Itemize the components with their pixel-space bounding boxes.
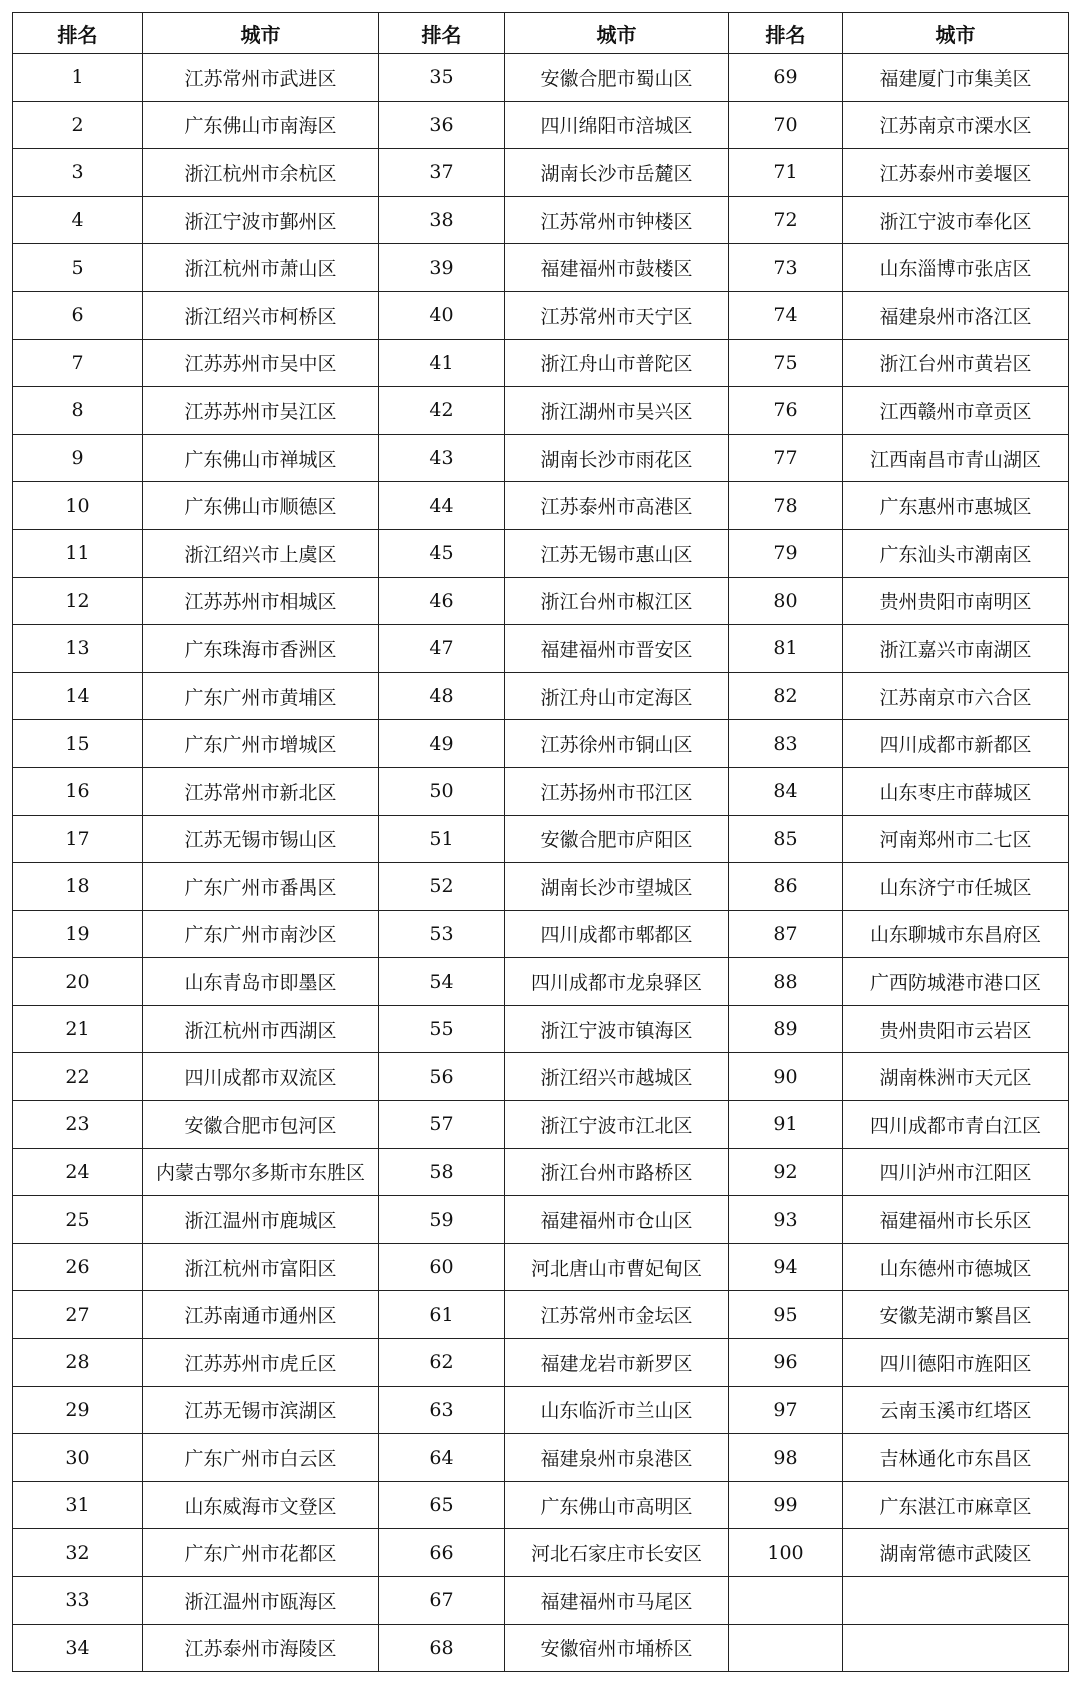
city-cell: 江西赣州市章贡区 (843, 387, 1069, 435)
city-cell: 河北石家庄市长安区 (505, 1529, 729, 1577)
city-cell: 山东淄博市张店区 (843, 244, 1069, 292)
city-cell: 浙江杭州市余杭区 (143, 149, 379, 197)
rank-cell (729, 1624, 843, 1672)
city-cell: 云南玉溪市红塔区 (843, 1386, 1069, 1434)
table-row (13, 1291, 1069, 1339)
city-cell: 浙江宁波市镇海区 (505, 1005, 729, 1053)
rank-cell: 81 (729, 625, 843, 673)
city-cell: 吉林通化市东昌区 (843, 1434, 1069, 1482)
city-cell: 四川绵阳市涪城区 (505, 101, 729, 149)
rank-cell: 19 (13, 910, 143, 958)
rank-cell: 95 (729, 1291, 843, 1339)
table-row (13, 1053, 1069, 1101)
rank-cell: 15 (13, 720, 143, 768)
rank-cell: 38 (379, 196, 505, 244)
city-cell: 安徽合肥市庐阳区 (505, 815, 729, 863)
city-cell: 内蒙古鄂尔多斯市东胜区 (143, 1148, 379, 1196)
rank-cell: 17 (13, 815, 143, 863)
rank-cell: 30 (13, 1434, 143, 1482)
rank-cell: 79 (729, 529, 843, 577)
city-cell: 江苏扬州市邗江区 (505, 767, 729, 815)
table-row (13, 149, 1069, 197)
rank-cell: 88 (729, 958, 843, 1006)
city-cell: 福建福州市长乐区 (843, 1196, 1069, 1244)
city-cell: 四川成都市双流区 (143, 1053, 379, 1101)
rank-cell: 34 (13, 1624, 143, 1672)
rank-cell: 92 (729, 1148, 843, 1196)
city-cell: 四川德阳市旌阳区 (843, 1339, 1069, 1387)
city-cell: 浙江宁波市奉化区 (843, 196, 1069, 244)
rank-cell: 85 (729, 815, 843, 863)
table-row (13, 101, 1069, 149)
table-row (13, 1196, 1069, 1244)
city-cell: 安徽合肥市蜀山区 (505, 54, 729, 102)
rank-cell: 98 (729, 1434, 843, 1482)
city-cell: 四川成都市龙泉驿区 (505, 958, 729, 1006)
rank-cell: 41 (379, 339, 505, 387)
rank-cell: 20 (13, 958, 143, 1006)
rank-cell: 67 (379, 1577, 505, 1625)
city-cell: 福建福州市仓山区 (505, 1196, 729, 1244)
table-row (13, 767, 1069, 815)
rank-cell: 13 (13, 625, 143, 673)
city-cell: 江苏泰州市高港区 (505, 482, 729, 530)
city-cell: 四川成都市新都区 (843, 720, 1069, 768)
rank-cell: 97 (729, 1386, 843, 1434)
table-row (13, 196, 1069, 244)
city-cell: 浙江嘉兴市南湖区 (843, 625, 1069, 673)
header-rank-1: 排名 (13, 13, 143, 54)
table-row (13, 482, 1069, 530)
table-row (13, 434, 1069, 482)
city-cell: 广东广州市花都区 (143, 1529, 379, 1577)
rank-cell: 84 (729, 767, 843, 815)
city-cell: 广东广州市番禺区 (143, 863, 379, 911)
city-cell: 江苏无锡市惠山区 (505, 529, 729, 577)
table-row (13, 291, 1069, 339)
city-cell: 浙江温州市瓯海区 (143, 1577, 379, 1625)
city-cell: 江苏徐州市铜山区 (505, 720, 729, 768)
city-cell: 浙江杭州市萧山区 (143, 244, 379, 292)
city-cell: 四川泸州市江阳区 (843, 1148, 1069, 1196)
city-cell: 广西防城港市港口区 (843, 958, 1069, 1006)
city-cell: 贵州贵阳市南明区 (843, 577, 1069, 625)
rank-cell: 96 (729, 1339, 843, 1387)
rank-cell: 27 (13, 1291, 143, 1339)
rank-cell: 16 (13, 767, 143, 815)
city-cell: 江西南昌市青山湖区 (843, 434, 1069, 482)
table-row (13, 863, 1069, 911)
rank-cell: 23 (13, 1101, 143, 1149)
rank-cell: 89 (729, 1005, 843, 1053)
city-cell (843, 1577, 1069, 1625)
city-cell: 河南郑州市二七区 (843, 815, 1069, 863)
city-cell: 江苏南通市通州区 (143, 1291, 379, 1339)
city-cell: 江苏苏州市虎丘区 (143, 1339, 379, 1387)
city-cell: 浙江杭州市富阳区 (143, 1243, 379, 1291)
rank-cell: 73 (729, 244, 843, 292)
city-cell: 安徽合肥市包河区 (143, 1101, 379, 1149)
city-cell: 安徽宿州市埇桥区 (505, 1624, 729, 1672)
rank-cell: 8 (13, 387, 143, 435)
city-cell: 江苏泰州市姜堰区 (843, 149, 1069, 197)
city-cell: 浙江台州市黄岩区 (843, 339, 1069, 387)
table-row (13, 1005, 1069, 1053)
city-cell: 江苏常州市金坛区 (505, 1291, 729, 1339)
rank-cell: 9 (13, 434, 143, 482)
city-cell: 江苏无锡市滨湖区 (143, 1386, 379, 1434)
rank-cell: 63 (379, 1386, 505, 1434)
rank-cell: 14 (13, 672, 143, 720)
city-cell: 福建厦门市集美区 (843, 54, 1069, 102)
rank-cell: 49 (379, 720, 505, 768)
rank-cell: 42 (379, 387, 505, 435)
city-cell: 浙江舟山市定海区 (505, 672, 729, 720)
rank-cell: 1 (13, 54, 143, 102)
rank-cell: 18 (13, 863, 143, 911)
header-city-2: 城市 (505, 13, 729, 54)
rank-cell: 37 (379, 149, 505, 197)
table-row (13, 1624, 1069, 1672)
city-cell: 山东济宁市任城区 (843, 863, 1069, 911)
ranking-document (12, 12, 1068, 1672)
rank-cell: 71 (729, 149, 843, 197)
city-cell: 江苏南京市溧水区 (843, 101, 1069, 149)
rank-cell: 86 (729, 863, 843, 911)
table-row (13, 815, 1069, 863)
table-row (13, 54, 1069, 102)
rank-cell: 45 (379, 529, 505, 577)
city-cell: 江苏常州市武进区 (143, 54, 379, 102)
rank-cell: 28 (13, 1339, 143, 1387)
table-row (13, 339, 1069, 387)
table-row (13, 577, 1069, 625)
city-cell: 江苏无锡市锡山区 (143, 815, 379, 863)
city-cell: 广东佛山市顺德区 (143, 482, 379, 530)
rank-cell: 77 (729, 434, 843, 482)
city-cell: 浙江湖州市吴兴区 (505, 387, 729, 435)
city-cell: 浙江宁波市江北区 (505, 1101, 729, 1149)
rank-cell: 52 (379, 863, 505, 911)
rank-cell: 51 (379, 815, 505, 863)
city-cell: 福建福州市马尾区 (505, 1577, 729, 1625)
city-cell: 福建龙岩市新罗区 (505, 1339, 729, 1387)
header-rank-2: 排名 (379, 13, 505, 54)
rank-cell: 93 (729, 1196, 843, 1244)
city-cell: 广东珠海市香洲区 (143, 625, 379, 673)
city-cell: 江苏常州市新北区 (143, 767, 379, 815)
city-cell (843, 1624, 1069, 1672)
ranking-table (12, 12, 1069, 1672)
rank-cell: 53 (379, 910, 505, 958)
rank-cell: 66 (379, 1529, 505, 1577)
city-cell: 广东佛山市高明区 (505, 1481, 729, 1529)
rank-cell: 29 (13, 1386, 143, 1434)
city-cell: 广东广州市黄埔区 (143, 672, 379, 720)
rank-cell: 33 (13, 1577, 143, 1625)
rank-cell: 70 (729, 101, 843, 149)
city-cell: 广东汕头市潮南区 (843, 529, 1069, 577)
city-cell: 广东广州市白云区 (143, 1434, 379, 1482)
table-row (13, 1577, 1069, 1625)
city-cell: 广东佛山市南海区 (143, 101, 379, 149)
rank-cell: 76 (729, 387, 843, 435)
rank-cell: 68 (379, 1624, 505, 1672)
city-cell: 福建泉州市泉港区 (505, 1434, 729, 1482)
rank-cell: 87 (729, 910, 843, 958)
rank-cell: 55 (379, 1005, 505, 1053)
header-row (13, 13, 1069, 54)
rank-cell: 6 (13, 291, 143, 339)
rank-cell: 5 (13, 244, 143, 292)
rank-cell: 12 (13, 577, 143, 625)
rank-cell: 57 (379, 1101, 505, 1149)
table-row (13, 958, 1069, 1006)
city-cell: 浙江绍兴市柯桥区 (143, 291, 379, 339)
rank-cell: 72 (729, 196, 843, 244)
rank-cell: 100 (729, 1529, 843, 1577)
rank-cell: 99 (729, 1481, 843, 1529)
city-cell: 江苏苏州市相城区 (143, 577, 379, 625)
header-city-3: 城市 (843, 13, 1069, 54)
city-cell: 福建福州市晋安区 (505, 625, 729, 673)
rank-cell: 31 (13, 1481, 143, 1529)
rank-cell: 40 (379, 291, 505, 339)
table-row (13, 387, 1069, 435)
city-cell: 四川成都市青白江区 (843, 1101, 1069, 1149)
rank-cell: 59 (379, 1196, 505, 1244)
table-row (13, 1481, 1069, 1529)
city-cell: 湖南株洲市天元区 (843, 1053, 1069, 1101)
city-cell: 福建泉州市洛江区 (843, 291, 1069, 339)
city-cell: 江苏泰州市海陵区 (143, 1624, 379, 1672)
rank-cell: 2 (13, 101, 143, 149)
table-body (13, 54, 1069, 1672)
city-cell: 浙江温州市鹿城区 (143, 1196, 379, 1244)
city-cell: 山东枣庄市薛城区 (843, 767, 1069, 815)
rank-cell: 4 (13, 196, 143, 244)
rank-cell: 60 (379, 1243, 505, 1291)
city-cell: 山东青岛市即墨区 (143, 958, 379, 1006)
rank-cell: 47 (379, 625, 505, 673)
table-row (13, 1386, 1069, 1434)
rank-cell: 64 (379, 1434, 505, 1482)
rank-cell: 21 (13, 1005, 143, 1053)
rank-cell: 26 (13, 1243, 143, 1291)
city-cell: 浙江绍兴市上虞区 (143, 529, 379, 577)
rank-cell: 91 (729, 1101, 843, 1149)
city-cell: 浙江杭州市西湖区 (143, 1005, 379, 1053)
rank-cell: 7 (13, 339, 143, 387)
rank-cell: 80 (729, 577, 843, 625)
rank-cell: 83 (729, 720, 843, 768)
rank-cell: 75 (729, 339, 843, 387)
rank-cell: 11 (13, 529, 143, 577)
rank-cell (729, 1577, 843, 1625)
rank-cell: 39 (379, 244, 505, 292)
city-cell: 湖南长沙市望城区 (505, 863, 729, 911)
city-cell: 湖南常德市武陵区 (843, 1529, 1069, 1577)
city-cell: 广东湛江市麻章区 (843, 1481, 1069, 1529)
city-cell: 浙江绍兴市越城区 (505, 1053, 729, 1101)
city-cell: 湖南长沙市岳麓区 (505, 149, 729, 197)
city-cell: 江苏常州市天宁区 (505, 291, 729, 339)
city-cell: 广东广州市增城区 (143, 720, 379, 768)
table-row (13, 1148, 1069, 1196)
city-cell: 江苏常州市钟楼区 (505, 196, 729, 244)
rank-cell: 61 (379, 1291, 505, 1339)
rank-cell: 48 (379, 672, 505, 720)
table-row (13, 910, 1069, 958)
rank-cell: 35 (379, 54, 505, 102)
header-rank-3: 排名 (729, 13, 843, 54)
city-cell: 湖南长沙市雨花区 (505, 434, 729, 482)
rank-cell: 46 (379, 577, 505, 625)
rank-cell: 22 (13, 1053, 143, 1101)
rank-cell: 24 (13, 1148, 143, 1196)
table-row (13, 529, 1069, 577)
city-cell: 江苏苏州市吴江区 (143, 387, 379, 435)
city-cell: 四川成都市郫都区 (505, 910, 729, 958)
city-cell: 山东德州市德城区 (843, 1243, 1069, 1291)
city-cell: 山东临沂市兰山区 (505, 1386, 729, 1434)
rank-cell: 3 (13, 149, 143, 197)
table-row (13, 672, 1069, 720)
table-row (13, 1243, 1069, 1291)
city-cell: 河北唐山市曹妃甸区 (505, 1243, 729, 1291)
city-cell: 山东聊城市东昌府区 (843, 910, 1069, 958)
city-cell: 广东惠州市惠城区 (843, 482, 1069, 530)
city-cell: 安徽芜湖市繁昌区 (843, 1291, 1069, 1339)
rank-cell: 62 (379, 1339, 505, 1387)
rank-cell: 44 (379, 482, 505, 530)
table-row (13, 1529, 1069, 1577)
table-row (13, 244, 1069, 292)
table-row (13, 1339, 1069, 1387)
rank-cell: 10 (13, 482, 143, 530)
rank-cell: 82 (729, 672, 843, 720)
rank-cell: 58 (379, 1148, 505, 1196)
table-row (13, 1434, 1069, 1482)
rank-cell: 32 (13, 1529, 143, 1577)
rank-cell: 78 (729, 482, 843, 530)
city-cell: 山东威海市文登区 (143, 1481, 379, 1529)
city-cell: 贵州贵阳市云岩区 (843, 1005, 1069, 1053)
rank-cell: 36 (379, 101, 505, 149)
header-city-1: 城市 (143, 13, 379, 54)
table-row (13, 720, 1069, 768)
city-cell: 浙江舟山市普陀区 (505, 339, 729, 387)
table-row (13, 625, 1069, 673)
rank-cell: 25 (13, 1196, 143, 1244)
city-cell: 江苏南京市六合区 (843, 672, 1069, 720)
rank-cell: 65 (379, 1481, 505, 1529)
rank-cell: 56 (379, 1053, 505, 1101)
city-cell: 江苏苏州市吴中区 (143, 339, 379, 387)
city-cell: 广东佛山市禅城区 (143, 434, 379, 482)
rank-cell: 74 (729, 291, 843, 339)
rank-cell: 54 (379, 958, 505, 1006)
city-cell: 浙江台州市椒江区 (505, 577, 729, 625)
rank-cell: 50 (379, 767, 505, 815)
city-cell: 浙江宁波市鄞州区 (143, 196, 379, 244)
city-cell: 浙江台州市路桥区 (505, 1148, 729, 1196)
city-cell: 福建福州市鼓楼区 (505, 244, 729, 292)
rank-cell: 90 (729, 1053, 843, 1101)
city-cell: 广东广州市南沙区 (143, 910, 379, 958)
rank-cell: 94 (729, 1243, 843, 1291)
rank-cell: 43 (379, 434, 505, 482)
table-row (13, 1101, 1069, 1149)
rank-cell: 69 (729, 54, 843, 102)
